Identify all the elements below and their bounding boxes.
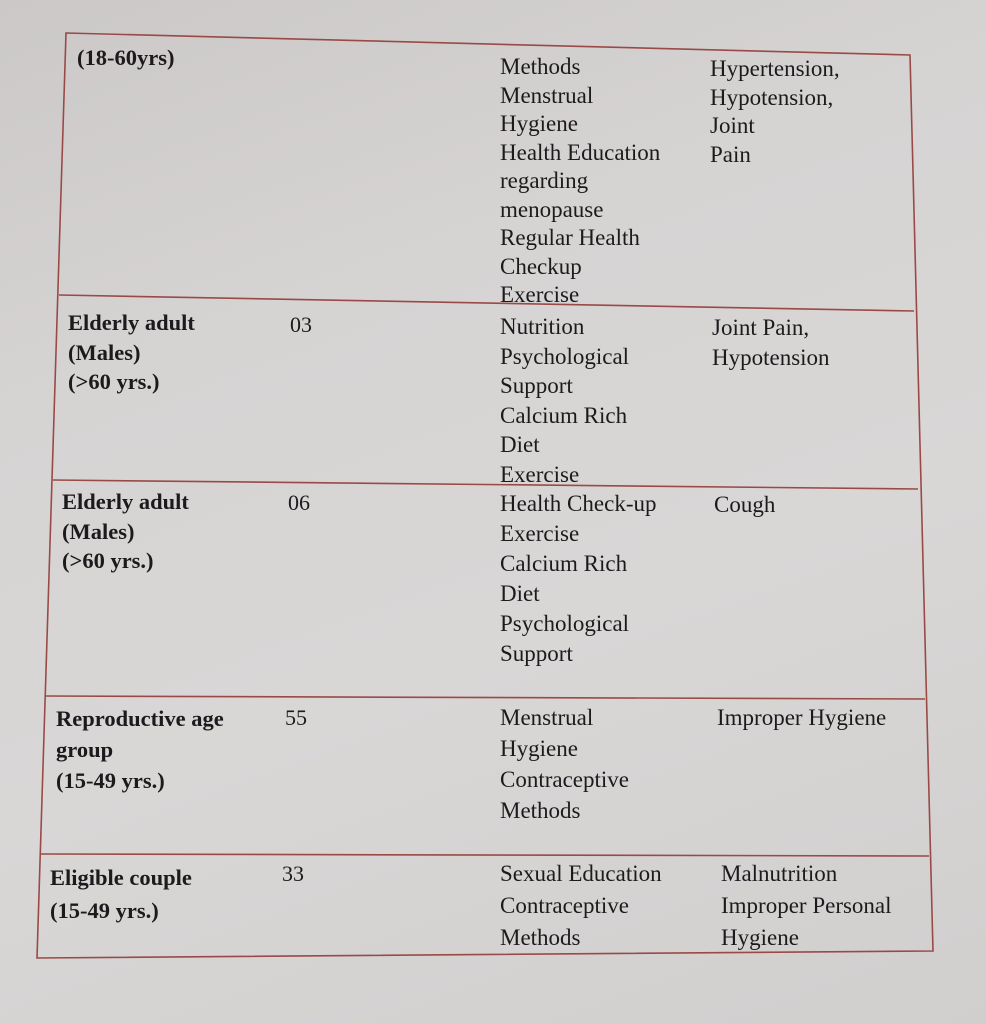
row-5-problem-line: Improper Personal: [721, 893, 892, 918]
row-2-problem-line: Joint Pain,: [712, 315, 810, 340]
row-5-advice-line: Sexual Education: [500, 861, 662, 886]
row-1-advice-line: Health Education: [500, 139, 661, 165]
row-2-group: [68, 308, 195, 397]
row-1-problem-line: Hypotension,: [710, 84, 834, 110]
row-divider-3: [45, 696, 925, 699]
row-4-group-line: group: [56, 737, 114, 762]
row-2-problems: [712, 313, 830, 372]
row-5-problem-line: Hygiene: [721, 925, 799, 950]
row-1-problems: [710, 55, 840, 169]
row-2-group-line: Elderly adult: [68, 310, 195, 335]
row-3-advice: [500, 489, 656, 669]
row-2-advice-line: Exercise: [500, 461, 580, 487]
row-4-group: [56, 703, 224, 796]
row-4-count-value: 55: [285, 705, 307, 730]
row-2-advice-line: Diet: [500, 432, 540, 457]
row-1-problem-line: Pain: [710, 141, 751, 167]
row-3-problems: [714, 490, 775, 520]
row-1-problem-line: Joint: [710, 113, 755, 138]
row-5-group: [50, 861, 192, 927]
row-3-advice-line: Diet: [500, 581, 540, 606]
row-4-advice-line: Menstrual: [500, 705, 594, 730]
row-5-count-value: 33: [282, 861, 304, 886]
row-2-advice: [500, 312, 629, 489]
row-3-count: [288, 488, 310, 518]
row-4-advice-line: Contraceptive: [500, 767, 630, 792]
row-5-advice-line: Methods: [500, 925, 581, 950]
row-3-advice-line: Exercise: [500, 521, 580, 546]
row-4-group-line: Reproductive age: [56, 706, 224, 731]
row-2-advice-line: Calcium Rich: [500, 402, 628, 428]
row-2-group-line: (Males): [68, 339, 141, 365]
row-4-advice-line: Hygiene: [500, 736, 578, 761]
row-3-advice-line: Health Check-up: [500, 491, 657, 516]
row-divider-4: [40, 854, 929, 856]
row-3-advice-line: Support: [500, 641, 573, 666]
row-4-advice-line: Methods: [500, 798, 581, 823]
row-4-advice: [500, 702, 629, 826]
row-3-group: [62, 487, 189, 576]
row-1-problem-line: Hypertension,: [710, 56, 840, 81]
row-2-advice-line: Psychological: [500, 343, 630, 369]
row-3-advice-line: Psychological: [500, 611, 630, 636]
row-1-advice: [500, 53, 660, 310]
row-1-advice-line: Hygiene: [500, 111, 578, 136]
row-1-group-line: (18-60yrs): [77, 45, 175, 70]
row-2-problem-line: Hypotension: [712, 344, 830, 370]
row-3-count-value: 06: [288, 490, 310, 515]
row-1-advice-line: Exercise: [500, 282, 580, 307]
row-5-problems: [721, 858, 892, 954]
row-5-group-line: Eligible couple: [50, 865, 192, 890]
row-2-count-value: 03: [290, 312, 312, 337]
row-5-advice: [500, 858, 662, 954]
row-1-advice-line: Regular Health: [500, 225, 640, 250]
row-5-group-line: (15-49 yrs.): [50, 898, 159, 923]
row-5-count: [282, 859, 304, 889]
row-2-count: [290, 310, 312, 340]
row-3-group-line: Elderly adult: [62, 489, 189, 514]
row-1-advice-line: Menstrual: [500, 82, 594, 108]
row-5-advice-line: Contraceptive: [500, 893, 630, 918]
row-2-advice-line: Support: [500, 373, 573, 398]
row-4-problem-line: Improper Hygiene: [717, 705, 887, 730]
row-3-group-line: (>60 yrs.): [62, 548, 154, 573]
row-2-advice-line: Nutrition: [500, 314, 585, 339]
row-1-group: [77, 43, 174, 73]
row-3-advice-line: Calcium Rich: [500, 551, 628, 576]
row-1-advice-line: regarding: [500, 168, 589, 193]
row-1-advice-line: Methods: [500, 54, 581, 79]
row-1-advice-line: menopause: [500, 196, 604, 222]
row-3-problem-line: Cough: [714, 492, 776, 517]
row-5-problem-line: Malnutrition: [721, 861, 838, 886]
row-4-problems: [717, 703, 886, 733]
row-3-group-line: (Males): [62, 518, 135, 544]
row-2-group-line: (>60 yrs.): [68, 369, 160, 394]
row-4-count: [285, 703, 307, 733]
row-4-group-line: (15-49 yrs.): [56, 768, 165, 793]
row-1-advice-line: Checkup: [500, 253, 582, 279]
